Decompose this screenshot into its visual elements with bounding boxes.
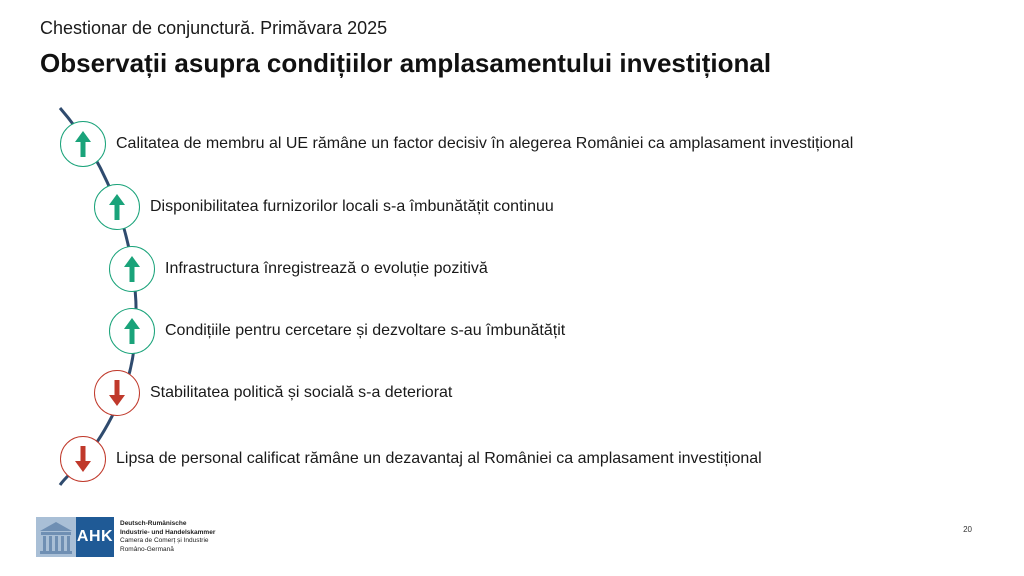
status-circle: [60, 121, 106, 167]
observation-item-4: [109, 306, 565, 356]
org-line-2: Industrie- und Handelskammer: [120, 528, 216, 536]
ahk-logo: [36, 517, 215, 557]
observation-label: Lipsa de personal calificat rămâne un dezavantaj al României ca amplasament investițional: [116, 450, 762, 467]
arrow-up-icon: [107, 192, 127, 222]
observation-item-6: [60, 434, 762, 484]
slide-subtitle: Chestionar de conjunctură. Primăvara 2025: [40, 18, 388, 38]
page-number: 20: [963, 525, 972, 534]
observation-label: Disponibilitatea furnizorilor locali s-a îmbunătățit continuu: [150, 198, 554, 215]
observation-item-1: [60, 119, 853, 169]
status-circle: [109, 246, 155, 292]
arrow-down-icon: [73, 444, 93, 474]
status-circle: [60, 436, 106, 482]
observation-item-5: [94, 368, 452, 418]
building-icon: [36, 517, 76, 557]
logo-abbr: AHK: [76, 517, 114, 557]
arrow-up-icon: [73, 129, 93, 159]
org-line-3: Camera de Comerț și Industrie: [120, 537, 209, 544]
status-circle: [94, 370, 140, 416]
slide-title: Observații asupra condițiilor amplasamentului investițional: [40, 48, 772, 78]
arrow-down-icon: [107, 378, 127, 408]
arrow-up-icon: [122, 316, 142, 346]
observation-item-2: [94, 182, 554, 232]
status-circle: [94, 184, 140, 230]
org-line-4: Româno-Germană: [120, 545, 174, 553]
observation-label: Stabilitatea politică și socială s-a deteriorat: [150, 384, 453, 401]
observation-label: Infrastructura înregistrează o evoluție pozitivă: [165, 260, 488, 277]
observation-label: Calitatea de membru al UE rămâne un factor decisiv în alegerea României ca amplasament investițional: [116, 135, 854, 152]
arrow-up-icon: [122, 254, 142, 284]
observation-label: Condițiile pentru cercetare și dezvoltare s-au îmbunătățit: [165, 322, 566, 339]
status-circle: [109, 308, 155, 354]
org-name: [120, 520, 215, 554]
observation-item-3: [109, 244, 488, 294]
org-line-1: Deutsch-Rumänische: [120, 520, 187, 527]
